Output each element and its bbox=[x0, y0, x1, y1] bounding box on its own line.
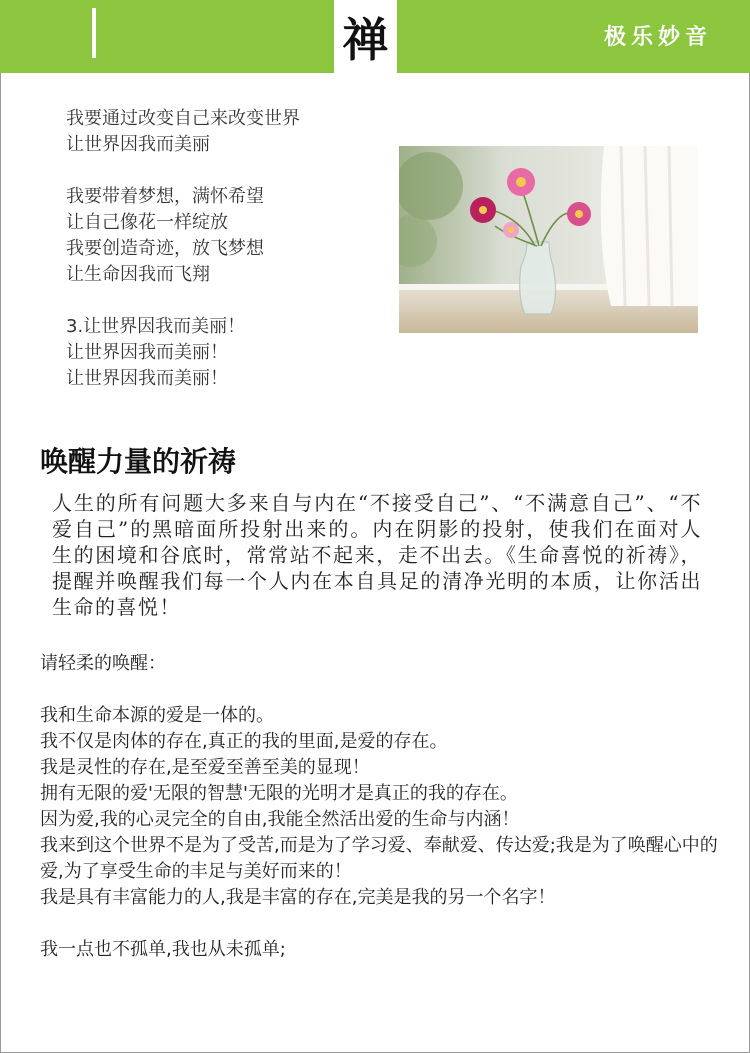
poem bbox=[66, 106, 396, 392]
prayer-line: 我一点也不孤单,我也从未孤单; bbox=[40, 939, 286, 960]
poem-line: 我要创造奇迹，放飞梦想 bbox=[66, 238, 264, 259]
prayer-line: 我是灵性的存在,是至爱至善至美的显现！ bbox=[40, 757, 370, 778]
section-name: 极乐妙音 bbox=[603, 24, 712, 50]
poem-line: 我要带着梦想，满怀希望 bbox=[66, 186, 264, 207]
header-bar-left bbox=[0, 0, 334, 73]
header-divider bbox=[92, 8, 96, 58]
prayer-line: 拥有无限的爱'无限的智慧'无限的光明才是真正的我的存在。 bbox=[40, 783, 518, 804]
header-logo: 禅 bbox=[334, 0, 397, 73]
poem-line: 让世界因我而美丽！ bbox=[66, 342, 228, 363]
poem-line: 让世界因我而美丽！ bbox=[66, 368, 228, 389]
intro-paragraph: 人生的所有问题大多来自与内在“不接受自己”、“不满意自己”、“不爱自己”的黑暗面所投射出来的。内在阴影的投射，使我们在面对人生的困境和谷底时，常常站不起来，走不出去。《生命喜悦的祈祷》，提醒并唤醒我们每一个人内在本自具足的清净光明的本质，让你活出生命的喜悦！ bbox=[52, 491, 702, 619]
prayer-line: 我是具有丰富能力的人,我是丰富的存在,完美是我的另一个名字！ bbox=[40, 887, 556, 908]
poem-line: 3.让世界因我而美丽！ bbox=[66, 316, 246, 337]
prayer-line: 我来到这个世界不是为了受苦,而是为了学习爱、奉献爱、传达爱;我是为了唤醒心中的爱,为了享受生命的丰足与美好而来的！ bbox=[40, 835, 718, 882]
flower-vase-photo bbox=[399, 146, 698, 333]
prayer-line: 我和生命本源的爱是一体的。 bbox=[40, 705, 274, 726]
poem-line: 让生命因我而飞翔 bbox=[66, 264, 210, 285]
poem-line: 我要通过改变自己来改变世界 bbox=[66, 108, 300, 129]
prayer-line: 请轻柔的唤醒： bbox=[40, 653, 166, 674]
prayer-line: 我不仅是肉体的存在,真正的我的里面,是爱的存在。 bbox=[40, 731, 448, 752]
poem-line: 让自己像花一样绽放 bbox=[66, 212, 228, 233]
section-title: 唤醒力量的祈祷 bbox=[40, 445, 237, 478]
prayer-line: 因为爱,我的心灵完全的自由,我能全然活出爱的生命与内涵！ bbox=[40, 809, 520, 830]
flower-vase-icon bbox=[399, 146, 698, 333]
prayer-text bbox=[40, 651, 720, 963]
poem-line: 让世界因我而美丽 bbox=[66, 134, 210, 155]
